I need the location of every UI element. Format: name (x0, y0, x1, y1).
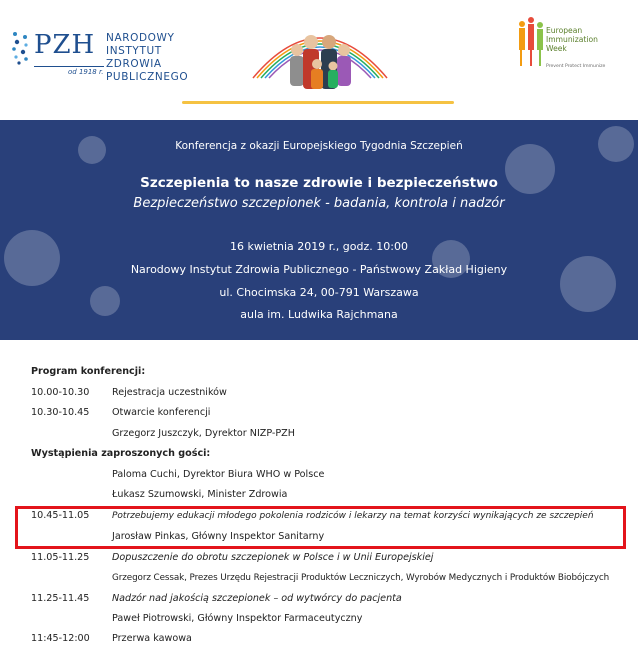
program-time: 10.00-10.30 (31, 387, 90, 398)
program-row (0, 383, 638, 403)
program-heading-row (0, 362, 638, 382)
program-desc: Jarosław Pinkas, Główny Inspektor Sanitarny (112, 531, 325, 542)
pzh-divider (34, 66, 104, 67)
program-desc: Łukasz Szumowski, Minister Zdrowia (112, 489, 288, 500)
pzh-logo (10, 28, 230, 83)
conference-address: ul. Chocimska 24, 00-791 Warszawa (219, 286, 419, 299)
pzh-name-line1: NARODOWY INSTYTUT (106, 32, 175, 57)
pzh-name (106, 32, 230, 84)
program-row (0, 444, 638, 464)
program-row (0, 485, 638, 505)
eiw-line2: Immunization (546, 35, 598, 44)
highlight-box (15, 506, 626, 549)
program-time: 11.25-11.45 (31, 593, 90, 604)
header (0, 0, 638, 120)
conference-title: Szczepienia to nasze zdrowie i bezpieczeństwo (140, 175, 498, 191)
program-row (0, 403, 638, 423)
program-time: 11:45-12:00 (31, 633, 90, 644)
conference-intro: Konferencja z okazji Europejskiego Tygodnia Szczepień (175, 140, 463, 152)
pzh-letters: PZH (34, 30, 96, 60)
eiw-logo (516, 12, 616, 80)
program-row (0, 465, 638, 485)
conference-date: 16 kwietnia 2019 r., godz. 10:00 (230, 240, 408, 253)
eiw-tagline: Prevent Protect Immunize (546, 64, 606, 69)
eiw-line3: Week (546, 44, 567, 53)
program-desc: Otwarcie konferencji (112, 407, 211, 418)
program-heading: Program konferencji: (31, 366, 146, 377)
program-time: 10.30-10.45 (31, 407, 90, 418)
program-desc: Grzegorz Cessak, Prezes Urzędu Rejestracji Produktów Leczniczych, Wyrobów Medycznych i Produktów Biobójczych (112, 573, 610, 583)
program-time: 11.05-11.25 (31, 552, 90, 563)
program-desc: Nadzór nad jakością szczepionek – od wytwórcy do pacjenta (112, 593, 402, 604)
pzh-since: od 1918 r. (68, 68, 104, 76)
dna-helix-icon (10, 30, 32, 66)
conference-room: aula im. Ludwika Rajchmana (240, 308, 398, 321)
program-row (0, 548, 638, 568)
decor-bubble (4, 230, 60, 286)
family-illustration (245, 8, 395, 100)
program-subheading: Wystąpienia zaproszonych gości: (31, 448, 211, 459)
eiw-name (546, 26, 598, 53)
conference-banner (0, 120, 638, 340)
program-row (0, 424, 638, 444)
program-row (0, 589, 638, 609)
conference-institute: Narodowy Instytut Zdrowia Publicznego - Państwowy Zakład Higieny (130, 263, 508, 276)
program-row (0, 629, 638, 649)
pzh-name-line2: ZDROWIA PUBLICZNEGO (106, 58, 189, 83)
program-desc: Potrzebujemy edukacji młodego pokolenia rodziców i lekarzy na temat korzyści wynikających ze szczepień (112, 511, 594, 521)
program-desc: Dopuszczenie do obrotu szczepionek w Polsce i w Unii Europejskiej (112, 552, 434, 563)
conference-subtitle: Bezpieczeństwo szczepionek - badania, kontrola i nadzór (133, 196, 505, 211)
program-desc: Rejestracja uczestników (112, 387, 227, 398)
program-desc: Paweł Piotrowski, Główny Inspektor Farmaceutyczny (112, 613, 363, 624)
people-jumping-icon (516, 16, 546, 72)
program-desc: Grzegorz Juszczyk, Dyrektor NIZP-PZH (112, 428, 295, 439)
program-desc: Przerwa kawowa (112, 633, 192, 644)
program-row (0, 609, 638, 629)
program-time: 10.45-11.05 (31, 510, 90, 521)
program-desc: Paloma Cuchi, Dyrektor Biura WHO w Polsce (112, 469, 325, 480)
eiw-line1: European (546, 26, 583, 35)
program-row (0, 568, 638, 588)
gold-divider (182, 101, 454, 104)
